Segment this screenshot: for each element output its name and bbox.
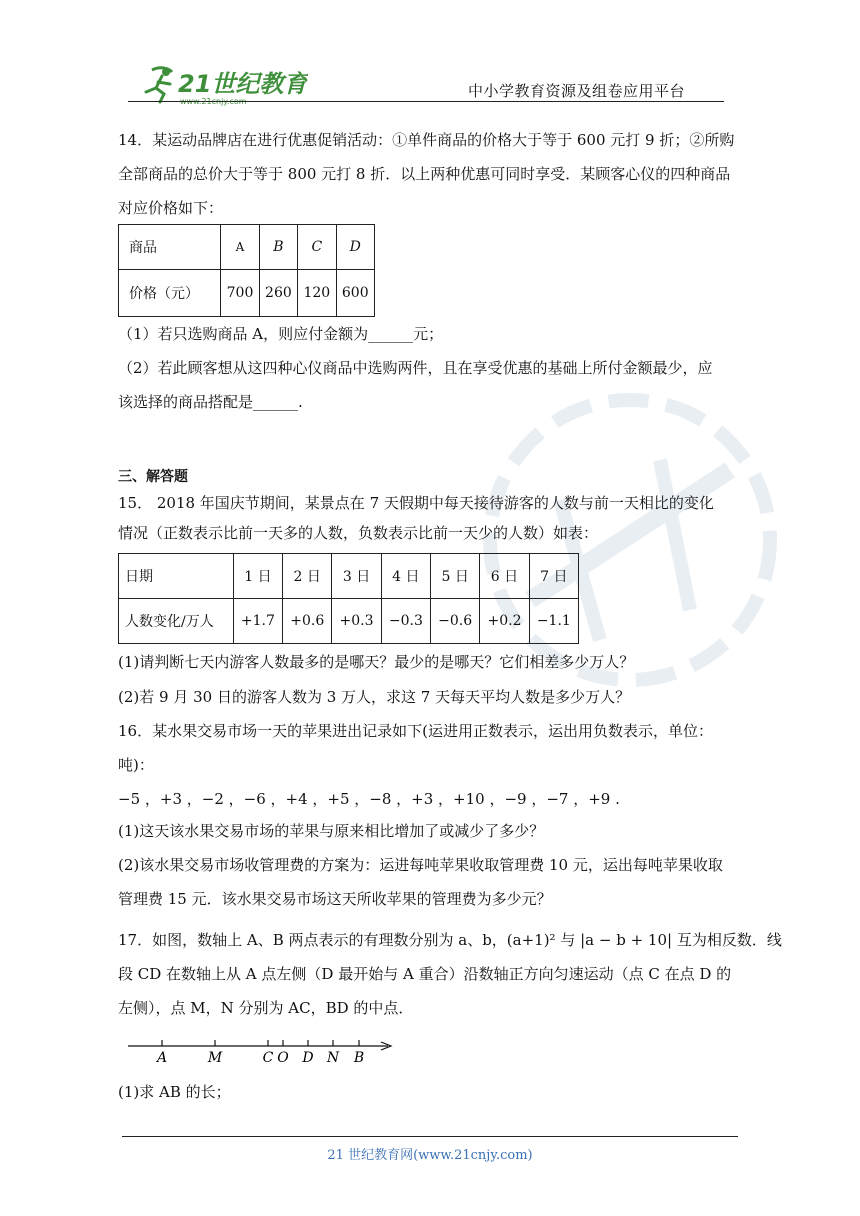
q15-cell-day-5: 5 日 — [431, 554, 480, 599]
q15-cell-day-7: 7 日 — [529, 554, 578, 599]
q15-cell-change-5: −0.6 — [431, 599, 480, 644]
q14-sub2 — [118, 355, 738, 415]
q14-cell-price-b: 260 — [259, 270, 297, 317]
q17-stem — [118, 927, 782, 1021]
q16-line-3: −5 ，+3 ，−2 ，−6 ，+4 ，+5 ，−8 ，+3 ，+10 ，−9 ，−7 ，+9 . — [118, 790, 620, 808]
q14-line-1: 14．某运动品牌店在进行优惠促销活动：①单件商品的价格大于等于 600 元打 9 折；②所购 — [118, 131, 735, 149]
q14-stem — [118, 127, 738, 221]
q15-cell-change-7: −1.1 — [529, 599, 578, 644]
q15-cell-change-1: +1.7 — [233, 599, 282, 644]
q15-cell-day-6: 6 日 — [480, 554, 529, 599]
footer-divider — [122, 1136, 738, 1137]
q16-line-1: 16．某水果交易市场一天的苹果进出记录如下(运进用正数表示，运出用负数表示，单位： — [118, 722, 713, 740]
q17-sub1: (1)求 AB 的长； — [118, 1083, 231, 1101]
q14-sub2-line-2: 该选择的商品搭配是______. — [118, 393, 303, 411]
q15-cell-change-6: +0.2 — [480, 599, 529, 644]
q15-cell-day-3: 3 日 — [332, 554, 381, 599]
point-label-a: A — [156, 1050, 168, 1066]
q14-line-2: 全部商品的总价大于等于 800 元打 8 折．以上两种优惠可同时享受．某顾客心仪的四种商品 — [118, 165, 731, 183]
point-label-b: B — [353, 1050, 365, 1066]
q14-cell-header: 商品 — [119, 225, 221, 270]
point-label-n: N — [326, 1050, 340, 1066]
point-label-o: O — [277, 1050, 289, 1066]
q14-cell-price-c: 120 — [298, 270, 336, 317]
footer-text: 21 世纪教育网(www.21cnjy.com) — [327, 1148, 533, 1163]
section-title: 三、解答题 — [118, 469, 188, 485]
q14-cell-price-d: 600 — [336, 270, 374, 317]
q14-line-3: 对应价格如下： — [118, 199, 224, 217]
q16-sub1: (1)这天该水果交易市场的苹果与原来相比增加了或减少了多少？ — [118, 822, 545, 840]
q15-line-1: 15． 2018 年国庆节期间，某景点在 7 天假期中每天接待游客的人数与前一天相比的变化 — [118, 494, 714, 512]
q14-cell-price-a: 700 — [221, 270, 259, 317]
q14-cell-b: B — [259, 225, 297, 270]
q15-sub1: (1)请判断七天内游客人数最多的是哪天？最少的是哪天？它们相差多少万人？ — [118, 653, 635, 671]
q15-cell-change-4: −0.3 — [381, 599, 430, 644]
q17-line-3: 左侧），点 M，N 分别为 AC，BD 的中点． — [118, 999, 414, 1017]
q15-visitor-table — [118, 553, 579, 644]
q14-cell-d: D — [336, 225, 374, 270]
q17-line-2: 段 CD 在数轴上从 A 点左侧（D 最开始与 A 重合）沿数轴正方向匀速运动（点 C 在点 D 的 — [118, 965, 732, 983]
q14-price-table — [118, 224, 375, 317]
q15-cell-day-4: 4 日 — [381, 554, 430, 599]
q15-cell-day-1: 1 日 — [233, 554, 282, 599]
q15-cell-change-3: +0.3 — [332, 599, 381, 644]
platform-name: 中小学教育资源及组卷应用平台 — [468, 82, 686, 100]
q14-cell-a: A — [221, 225, 259, 270]
q16-sub2-line-1: (2)该水果交易市场收管理费的方案为：运进每吨苹果收取管理费 10 元，运出每吨苹果收取 — [118, 856, 723, 874]
q15-cell-change-label: 人数变化/万人 — [119, 599, 234, 644]
q16-stem — [118, 718, 738, 812]
q16-sub2 — [118, 852, 738, 912]
q15-cell-day-2: 2 日 — [283, 554, 332, 599]
point-label-d: D — [302, 1050, 314, 1066]
q14-sub1: （1）若只选购商品 A，则应付金额为______元； — [118, 325, 444, 343]
site-logo — [138, 62, 308, 106]
q16-sub2-line-2: 管理费 15 元．该水果交易市场这天所收苹果的管理费为多少元？ — [118, 890, 552, 908]
q14-cell-c: C — [298, 225, 336, 270]
q15-line-2: 情况（正数表示比前一天多的人数，负数表示比前一天少的人数）如表： — [118, 524, 599, 542]
q15-cell-date-label: 日期 — [119, 554, 234, 599]
q14-cell-price-label: 价格（元） — [119, 270, 221, 317]
point-label-m: M — [207, 1050, 223, 1066]
q15-sub2: (2)若 9 月 30 日的游客人数为 3 万人，求这 7 天每天平均人数是多少万人？ — [118, 688, 631, 706]
q14-sub2-line-1: （2）若此顾客想从这四种心仪商品中选购两件，且在享受优惠的基础上所付金额最少，应 — [118, 359, 713, 377]
point-label-c: C — [262, 1050, 274, 1066]
q15-cell-change-2: +0.6 — [283, 599, 332, 644]
q16-line-2: 吨)： — [118, 756, 154, 774]
q17-line-1: 17．如图，数轴上 A、B 两点表示的有理数分别为 a、b，(a+1)² 与 |a − b + 10| 互为相反数．线 — [118, 931, 782, 949]
header-divider — [128, 101, 724, 102]
logo-text: 21世纪教育 — [178, 70, 308, 98]
q15-stem — [118, 490, 738, 546]
